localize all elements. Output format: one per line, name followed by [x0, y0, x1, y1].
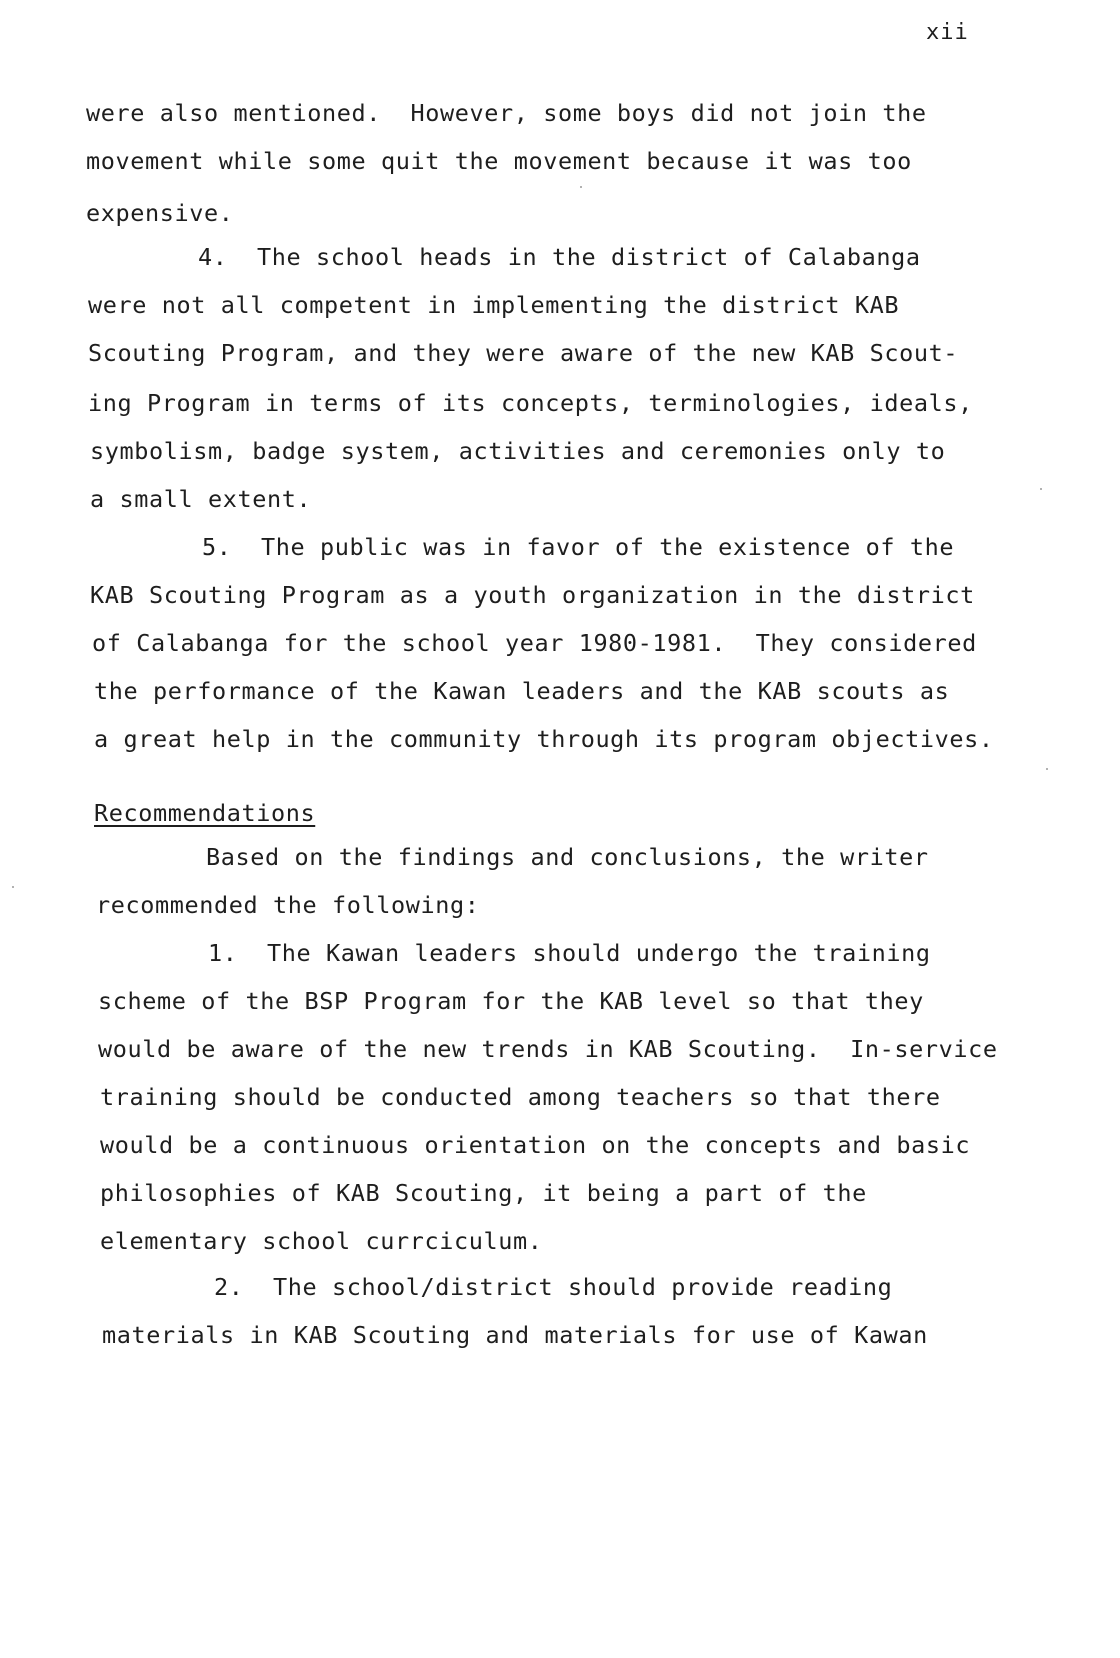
text-line: movement while some quit the movement because it was too [86, 147, 912, 175]
text-line: ing Program in terms of its concepts, terminologies, ideals, [88, 389, 973, 417]
text-line: scheme of the BSP Program for the KAB level so that they [98, 987, 924, 1015]
text-line: 1. The Kawan leaders should undergo the training [208, 939, 931, 967]
text-line: were not all competent in implementing the district KAB [88, 291, 900, 319]
text-line: of Calabanga for the school year 1980-1981. They considered [92, 629, 977, 657]
text-line: symbolism, badge system, activities and ceremonies only to [90, 437, 946, 465]
text-line: 4. The school heads in the district of Calabanga [198, 243, 921, 271]
text-line: materials in KAB Scouting and materials for use of Kawan [102, 1321, 928, 1349]
scan-speck [1046, 768, 1048, 770]
text-line: were also mentioned. However, some boys did not join the [86, 99, 927, 127]
text-line: would be aware of the new trends in KAB Scouting. In-service [98, 1035, 998, 1063]
text-line: philosophies of KAB Scouting, it being a part of the [100, 1179, 867, 1207]
scan-speck [1040, 488, 1042, 490]
text-line: would be a continuous orientation on the concepts and basic [100, 1131, 971, 1159]
text-line: the performance of the Kawan leaders and the KAB scouts as [94, 677, 950, 705]
page-number: xii [926, 20, 969, 45]
text-line: recommended the following: [96, 891, 480, 919]
text-line: 5. The public was in favor of the existence of the [202, 533, 955, 561]
text-line: expensive. [86, 199, 234, 227]
text-line: 2. The school/district should provide reading [214, 1273, 893, 1301]
section-heading: Recommendations [94, 799, 316, 827]
scan-speck [12, 886, 14, 888]
text-line: KAB Scouting Program as a youth organization in the district [90, 581, 975, 609]
text-line: training should be conducted among teachers so that there [100, 1083, 941, 1111]
text-line: elementary school currciculum. [100, 1227, 543, 1255]
scan-speck [580, 186, 582, 188]
text-line: a small extent. [90, 485, 312, 513]
text-line: Based on the findings and conclusions, the writer [206, 843, 929, 871]
text-line: Scouting Program, and they were aware of the new KAB Scout- [88, 339, 959, 367]
text-line: a great help in the community through its program objectives. [94, 725, 994, 753]
